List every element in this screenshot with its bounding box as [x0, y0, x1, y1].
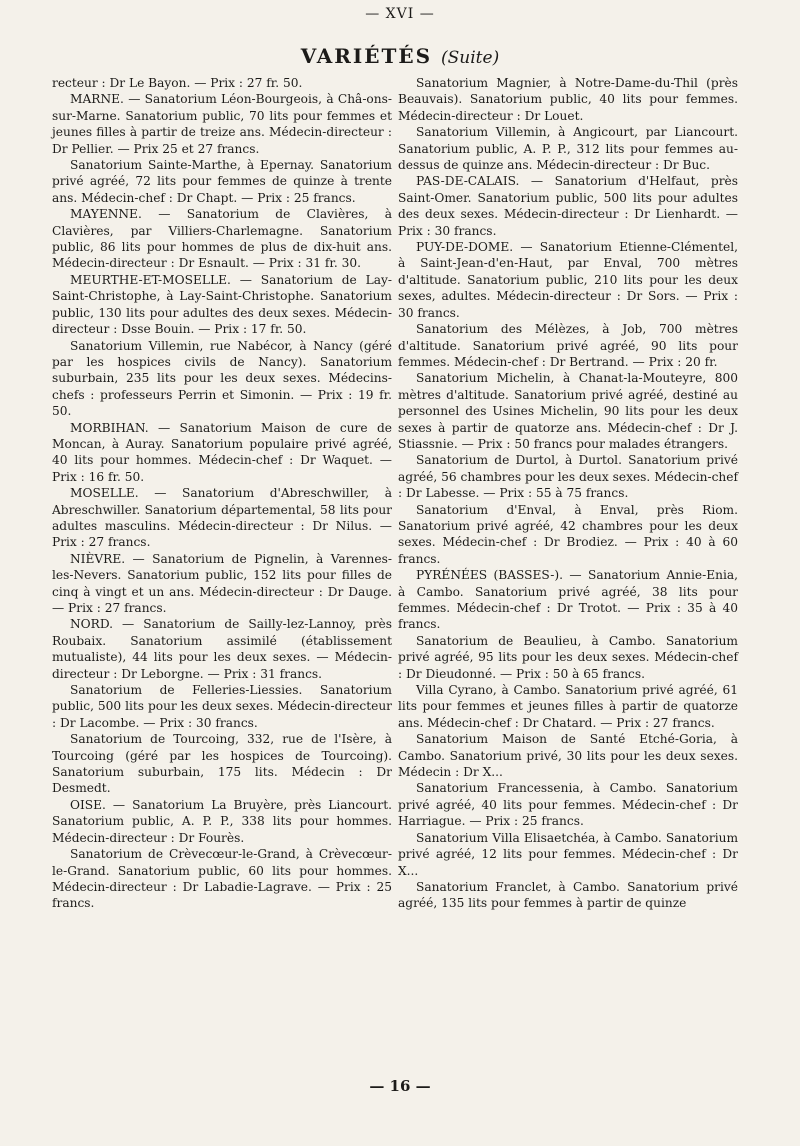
entry: Sanatorium de Felleries-Liessies. Sanatorium public, 500 lits pour les deux sexes. Médecin-directeur : Dr Lacombe. — Prix : 30 francs. [52, 683, 392, 730]
entry: PAS-DE-CALAIS. — Sanatorium d'Helfaut, près Saint-Omer. Sanatorium public, 500 lits pour adultes des deux sexes. Médecin-directeur : Dr Lienhardt. — Prix : 30 francs. [398, 174, 738, 238]
entry: OISE. — Sanatorium La Bruyère, près Liancourt. Sanatorium public, A. P. P., 338 lits pour hommes. Médecin-directeur : Dr Fourès. [52, 797, 392, 845]
entry: recteur : Dr Le Bayon. — Prix : 27 fr. 50. [52, 76, 303, 90]
entry: Sanatorium d'Enval, à Enval, près Riom. Sanatorium privé agréé, 42 chambres pour les deux sexes. Médecin-chef : Dr Brodiez. — Prix : 40 à 60 francs. [398, 502, 738, 566]
entry: Sanatorium de Durtol, à Durtol. Sanatorium privé agréé, 56 chambres pour les deux sexes. Médecin-chef : Dr Labesse. — Prix : 55 à 75 francs. [398, 453, 738, 501]
entry: Sanatorium Magnier, à Notre-Dame-du-Thil (près Beauvais). Sanatorium public, 40 lits pour femmes. Médecin-directeur : Dr Louet. [398, 76, 738, 123]
page-footer-number: — 16 — [369, 1077, 431, 1095]
entry: Sanatorium des Mélèzes, à Job, 700 mètres d'altitude. Sanatorium privé agréé, 90 lits pour femmes. Médecin-chef : Dr Bertrand. — Prix : 20 fr. [398, 322, 738, 369]
entry: MEURTHE-ET-MOSELLE. — Sanatorium de Lay-Saint-Christophe, à Lay-Saint-Christophe. Sanatorium public, 130 lits pour adultes des deux sexes. Médecin-directeur : Dsse Bouin. — Prix : 17 fr. 50. [52, 272, 392, 337]
entry: Sanatorium de Tourcoing, 332, rue de l'Isère, à Tourcoing (géré par les hospices de Tourcoing). Sanatorium suburbain, 175 lits. Médecin : Dr Desmedt. [52, 732, 392, 796]
entry: Sanatorium Maison de Santé Etché-Goria, à Cambo. Sanatorium privé, 30 lits pour les deux sexes. Médecin : Dr X... [398, 732, 738, 780]
entry: MORBIHAN. — Sanatorium Maison de cure de Moncan, à Auray. Sanatorium populaire privé agréé, 40 lits pour hommes. Médecin-chef : Dr Waquet. — Prix : 16 fr. 50. [52, 420, 392, 484]
entry: MAYENNE. — Sanatorium de Clavières, à Clavières, par Villiers-Charlemagne. Sanatorium public, 86 lits pour hommes de plus de dix-huit ans. Médecin-directeur : Dr Esnault. — Prix : 31 fr. 30. [52, 207, 392, 271]
entry: Sanatorium Franclet, à Cambo. Sanatorium privé agréé, 135 lits pour femmes à partir de quinze [398, 879, 738, 911]
page-header-roman: — XVI — [365, 6, 435, 22]
entry: Sanatorium Villemin, rue Nabécor, à Nancy (géré par les hospices civils de Nancy). Sanatorium suburbain, 235 lits pour les deux sexes. Médecins-chefs : professeurs Perrin et Simonin. — Prix : 19 fr. 50. [52, 338, 392, 419]
title-main: VARIÉTÉS [300, 44, 433, 68]
entry: Sanatorium Sainte-Marthe, à Epernay. Sanatorium privé agréé, 72 lits pour femmes de quinze à trente ans. Médecin-chef : Dr Chapt. — Prix : 25 francs. [52, 158, 392, 205]
left-column [52, 75, 392, 912]
entry: NIÈVRE. — Sanatorium de Pignelin, à Varennes-les-Nevers. Sanatorium public, 152 lits pour filles de cinq à vingt et un ans. Médecin-directeur : Dr Dauge. — Prix : 27 francs. [52, 551, 392, 615]
entry: Sanatorium de Crèvecœur-le-Grand, à Crèvecœur-le-Grand. Sanatorium public, 60 lits pour hommes. Médecin-directeur : Dr Labadie-Lagrave. — Prix : 25 francs. [52, 847, 392, 911]
entry: Sanatorium Villemin, à Angicourt, par Liancourt. Sanatorium public, A. P. P., 312 lits pour femmes au-dessus de quinze ans. Médecin-directeur : Dr Buc. [398, 125, 738, 173]
entry: Villa Cyrano, à Cambo. Sanatorium privé agréé, 61 lits pour femmes et jeunes filles à partir de quatorze ans. Médecin-chef : Dr Chatard. — Prix : 27 francs. [398, 683, 738, 730]
entry: NORD. — Sanatorium de Sailly-lez-Lannoy, près Roubaix. Sanatorium assimilé (établissement mutualiste), 44 lits pour les deux sexes. — Médecin-directeur : Dr Leborgne. — Prix : 31 francs. [52, 617, 392, 681]
right-column [398, 75, 738, 912]
entry: PYRÉNÉES (BASSES-). — Sanatorium Annie-Enia, à Cambo. Sanatorium privé agréé, 38 lits pour femmes. Médecin-chef : Dr Trotot. — Prix : 35 à 40 francs. [398, 568, 738, 632]
entry: Sanatorium Michelin, à Chanat-la-Mouteyre, 800 mètres d'altitude. Sanatorium privé agréé, destiné au personnel des Usines Michelin, 90 lits pour les deux sexes à partir de quatorze ans. Médecin-chef : Dr J. Stiassnie. — Prix : 50 francs pour malades étrangers. [398, 371, 738, 451]
entry: MARNE. — Sanatorium Léon-Bourgeois, à Châ-ons-sur-Marne. Sanatorium public, 70 lits pour femmes et jeunes filles à partir de treize ans. Médecin-directeur : Dr Pellier. — Prix 25 et 27 francs. [52, 92, 392, 156]
title-suffix: (Suite) [441, 48, 500, 68]
entry: Sanatorium Francessenia, à Cambo. Sanatorium privé agréé, 40 lits pour femmes. Médecin-chef : Dr Harriague. — Prix : 25 francs. [398, 781, 738, 829]
entry: PUY-DE-DOME. — Sanatorium Etienne-Clémentel, à Saint-Jean-d'en-Haut, par Enval, 700 mètres d'altitude. Sanatorium public, 210 lits pour les deux sexes, adultes. Médecin-directeur : Dr Sors. — Prix : 30 francs. [398, 240, 738, 320]
entry: Sanatorium de Beaulieu, à Cambo. Sanatorium privé agréé, 95 lits pour les deux sexes. Médecin-chef : Dr Dieudonné. — Prix : 50 à 65 francs. [398, 633, 738, 681]
entry: MOSELLE. — Sanatorium d'Abreschwiller, à Abreschwiller. Sanatorium départemental, 58 lits pour adultes masculins. Médecin-directeur : Dr Nilus. — Prix : 27 francs. [52, 486, 392, 550]
entry: Sanatorium Villa Elisaetchéa, à Cambo. Sanatorium privé agréé, 12 lits pour femmes. Médecin-chef : Dr X... [398, 830, 738, 878]
page-title [0, 44, 800, 68]
